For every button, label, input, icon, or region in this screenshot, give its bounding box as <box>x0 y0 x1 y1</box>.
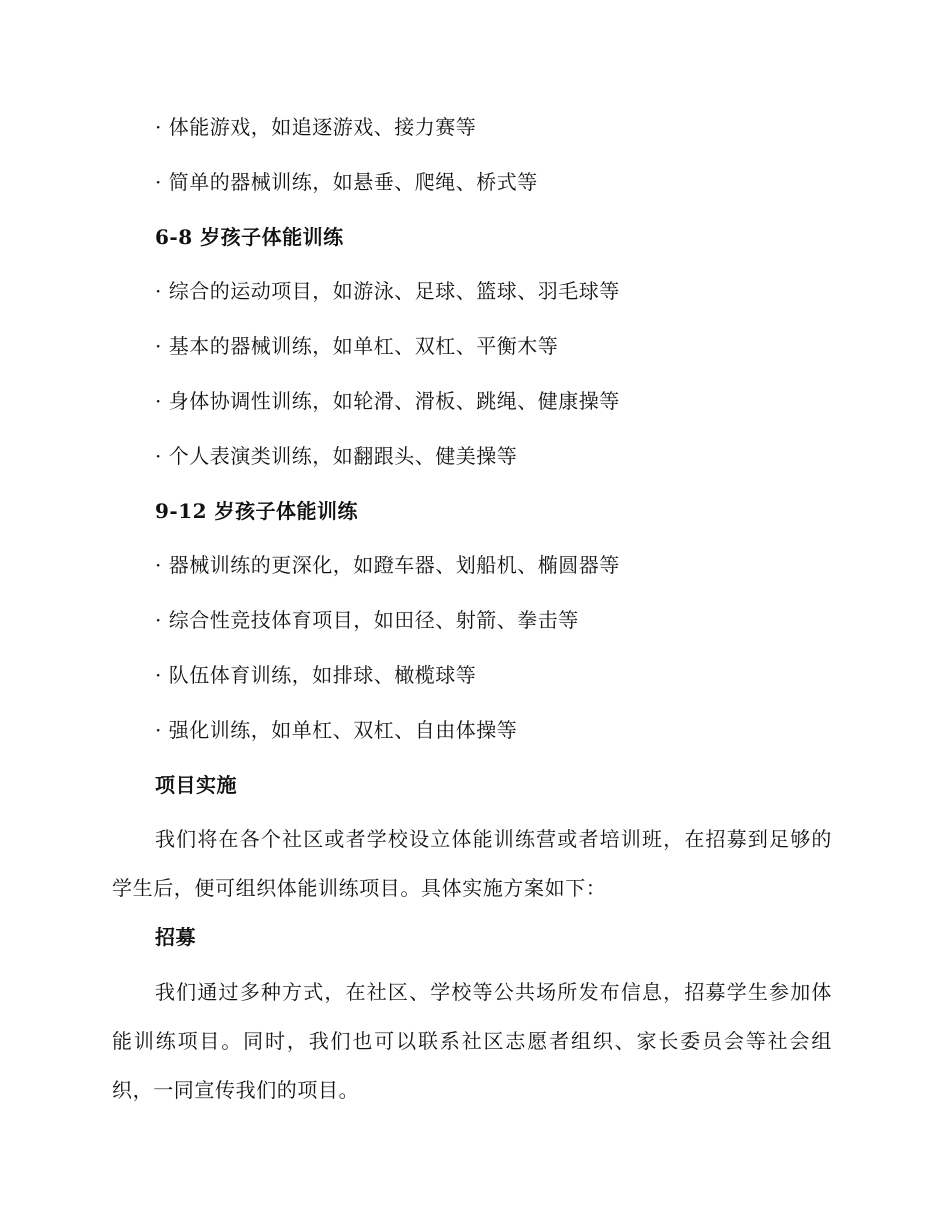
list-item: · 基本的器械训练，如单杠、双杠、平衡木等 <box>155 334 559 358</box>
list-item: · 个人表演类训练，如翻跟头、健美操等 <box>155 444 518 468</box>
list-item: · 器械训练的更深化，如蹬车器、划船机、椭圆器等 <box>155 553 620 577</box>
section-heading-recruitment: 招募 <box>155 925 196 949</box>
recruitment-paragraph: 我们通过多种方式，在社区、学校等公共场所发布信息，招募学生参加体能训练项目。同时，我们也可以联系社区志愿者组织、家长委员会等社会组织，一同宣传我们的项目。 <box>112 980 832 1102</box>
section-heading-6-8: 6-8 岁孩子体能训练 <box>155 225 344 249</box>
list-item: · 简单的器械训练，如悬垂、爬绳、桥式等 <box>155 170 538 194</box>
list-item: · 体能游戏，如追逐游戏、接力赛等 <box>155 115 477 139</box>
section-heading-implementation: 项目实施 <box>155 773 237 797</box>
list-item: · 身体协调性训练，如轮滑、滑板、跳绳、健康操等 <box>155 389 620 413</box>
implementation-paragraph: 我们将在各个社区或者学校设立体能训练营或者培训班，在招募到足够的学生后，便可组织体能训练项目。具体实施方案如下： <box>112 827 832 900</box>
list-item: · 队伍体育训练，如排球、橄榄球等 <box>155 663 477 687</box>
section-heading-9-12: 9-12 岁孩子体能训练 <box>155 499 359 523</box>
list-item: · 强化训练，如单杠、双杠、自由体操等 <box>155 718 518 742</box>
list-item: · 综合性竞技体育项目，如田径、射箭、拳击等 <box>155 608 579 632</box>
list-item: · 综合的运动项目，如游泳、足球、篮球、羽毛球等 <box>155 279 620 303</box>
